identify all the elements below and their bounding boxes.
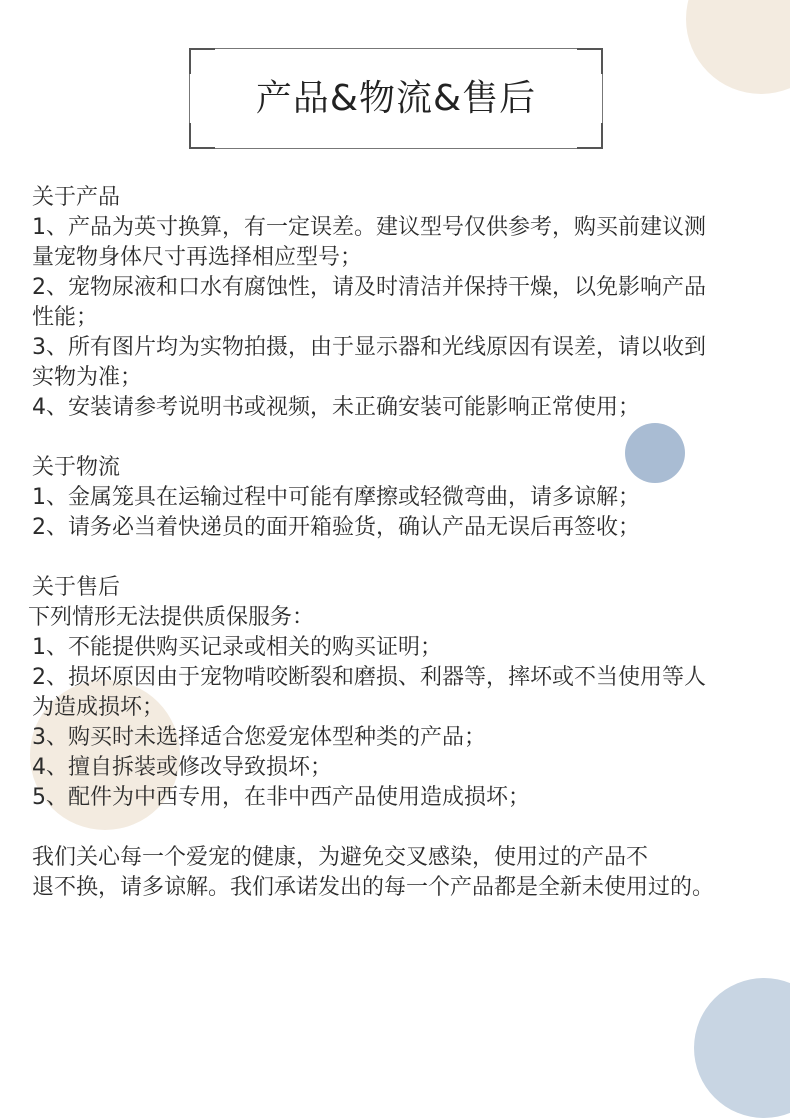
section-heading-product: 关于产品 <box>32 185 121 210</box>
closing-text: 退不换，请多谅解。我们承诺发出的每一个产品都是全新未使用过的。 <box>32 875 715 900</box>
aftersales-item: 3、购买时未选择适合您爱宠体型种类的产品； <box>32 725 486 750</box>
section-heading-aftersales: 关于售后 <box>32 575 121 600</box>
closing-text: 我们关心每一个爱宠的健康，为避免交叉感染，使用过的产品不 <box>32 845 649 870</box>
aftersales-item: 5、配件为中西专用，在非中西产品使用造成损坏； <box>32 785 530 810</box>
aftersales-item: 4、擅自拆装或修改导致损坏； <box>32 755 332 780</box>
product-item: 实物为准； <box>32 365 143 390</box>
decorative-circle-bottom-right <box>694 978 790 1118</box>
product-item: 3、所有图片均为实物拍摄，由于显示器和光线原因有误差，请以收到 <box>32 335 706 360</box>
product-item: 性能； <box>32 305 99 330</box>
section-heading-logistics: 关于物流 <box>32 455 121 480</box>
logistics-item: 2、请务必当着快递员的面开箱验货，确认产品无误后再签收； <box>32 515 640 540</box>
aftersales-item: 1、不能提供购买记录或相关的购买证明； <box>32 635 442 660</box>
page-title: 产品&物流&售后 <box>255 78 537 119</box>
aftersales-intro: 下列情形无法提供质保服务： <box>28 605 315 630</box>
logistics-item: 1、金属笼具在运输过程中可能有摩擦或轻微弯曲，请多谅解； <box>32 485 640 510</box>
decorative-circle-top-right <box>686 0 790 94</box>
product-item: 2、宠物尿液和口水有腐蚀性，请及时清洁并保持干燥，以免影响产品 <box>32 275 706 300</box>
aftersales-item: 2、损坏原因由于宠物啃咬断裂和磨损、利器等，摔坏或不当使用等人 <box>32 665 706 690</box>
title-frame <box>189 48 603 149</box>
section-gap <box>32 543 772 573</box>
product-item: 1、产品为英寸换算，有一定误差。建议型号仅供参考，购买前建议测 <box>32 215 706 240</box>
aftersales-item: 为造成损坏； <box>32 695 165 720</box>
product-item: 量宠物身体尺寸再选择相应型号； <box>32 245 363 270</box>
product-item: 4、安装请参考说明书或视频，未正确安装可能影响正常使用； <box>32 395 640 420</box>
section-gap <box>32 423 772 453</box>
policy-content <box>28 183 772 903</box>
section-gap <box>32 813 772 843</box>
